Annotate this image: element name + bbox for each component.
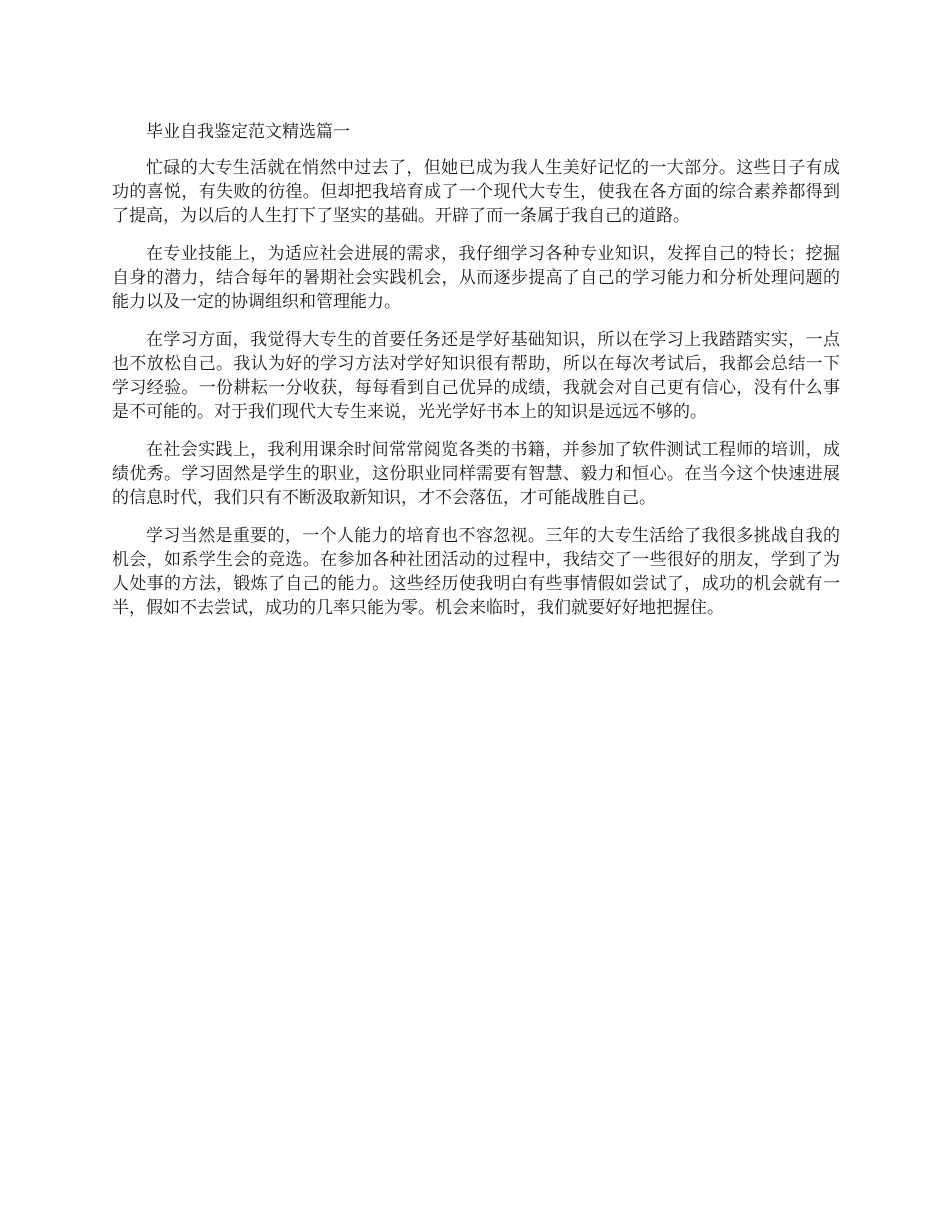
document-page: [112, 120, 840, 634]
paragraph-4: 在社会实践上，我利用课余时间常常阅览各类的书籍，并参加了软件测试工程师的培训，成绩优秀。学习固然是学生的职业，这份职业同样需要有智慧、毅力和恒心。在当今这个快速进展的信息时代，我们只有不断汲取新知识，才不会落伍，才可能战胜自己。: [112, 440, 840, 508]
document-title: 毕业自我鉴定范文精选篇一: [146, 122, 350, 142]
paragraph-2: 在专业技能上，为适应社会进展的需求，我仔细学习各种专业知识，发挥自己的特长；挖掘自身的潜力，结合每年的暑期社会实践机会，从而逐步提高了自己的学习能力和分析处理问题的能力以及一定的协调组织和管理能力。: [112, 244, 840, 312]
paragraph-3: 在学习方面，我觉得大专生的首要任务还是学好基础知识，所以在学习上我踏踏实实，一点也不放松自己。我认为好的学习方法对学好知识很有帮助，所以在每次考试后，我都会总结一下学习经验。一份耕耘一分收获，每每看到自己优异的成绩，我就会对自己更有信心，没有什么事是不可能的。对于我们现代大专生来说，光光学好书本上的知识是远远不够的。: [112, 330, 840, 422]
paragraph-1: 忙碌的大专生活就在悄然中过去了，但她已成为我人生美好记忆的一大部分。这些日子有成功的喜悦，有失败的彷徨。但却把我培育成了一个现代大专生，使我在各方面的综合素养都得到了提高，为以后的人生打下了坚实的基础。开辟了而一条属于我自己的道路。: [112, 158, 840, 226]
paragraph-5: 学习当然是重要的，一个人能力的培育也不容忽视。三年的大专生活给了我很多挑战自我的机会，如系学生会的竞选。在参加各种社团活动的过程中，我结交了一些很好的朋友，学到了为人处事的方法，锻炼了自己的能力。这些经历使我明白有些事情假如尝试了，成功的机会就有一半，假如不去尝试，成功的几率只能为零。机会来临时，我们就要好好地把握住。: [112, 526, 840, 618]
